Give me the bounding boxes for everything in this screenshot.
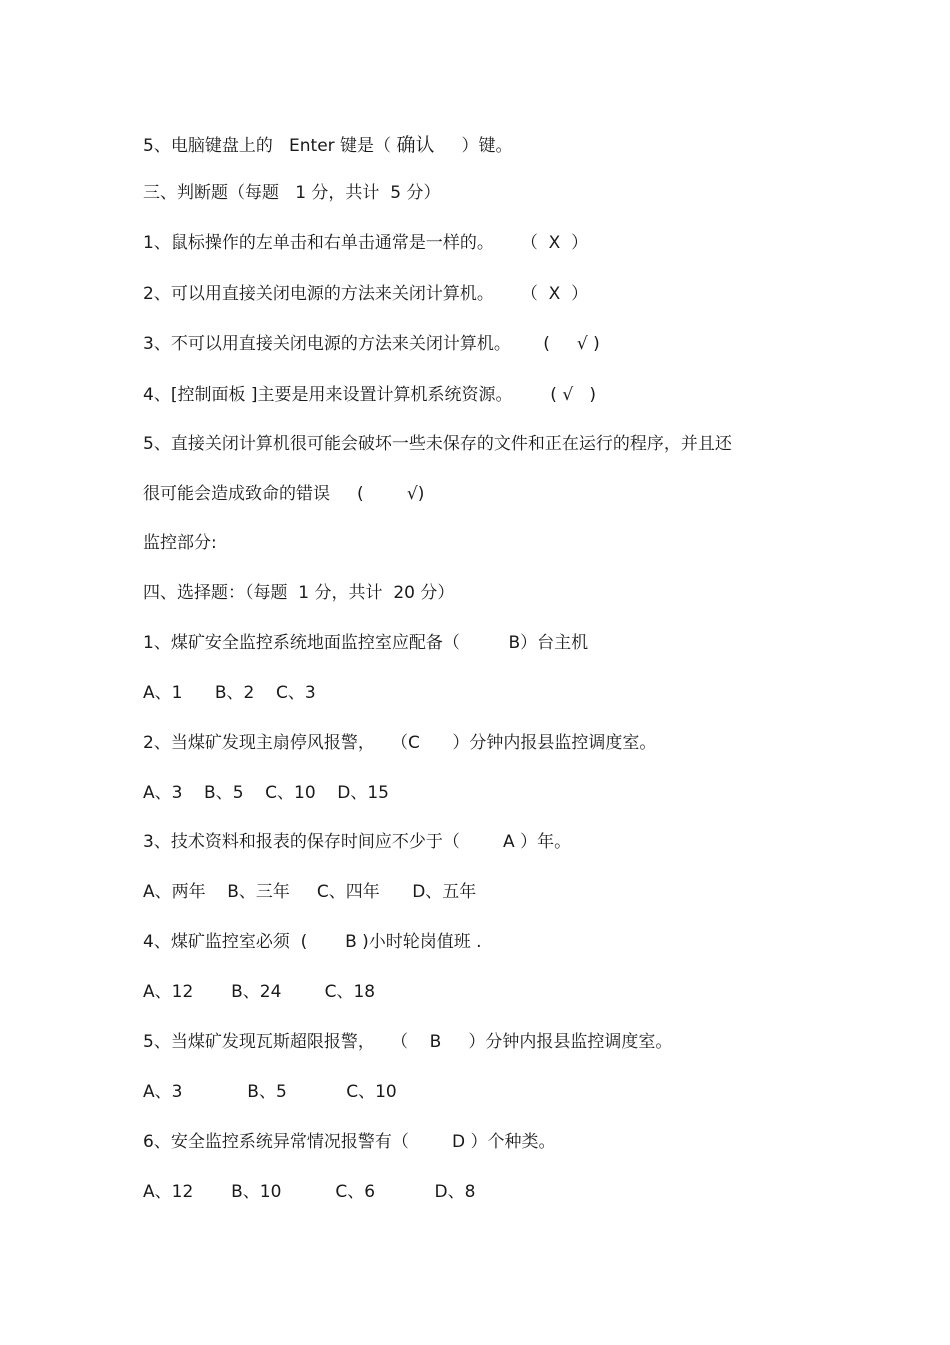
text-line: 2、可以用直接关闭电源的方法来关闭计算机。 （ X ） xyxy=(143,284,589,304)
options-line: A、1 B、2 C、3 xyxy=(143,683,316,703)
section-heading: 三、判断题（每题 1 分，共计 5 分） xyxy=(143,183,441,203)
text-line: 4、[控制面板 ]主要是用来设置计算机系统资源。 ( √ ) xyxy=(143,385,597,405)
question-line: 1、煤矿安全监控系统地面监控室应配备（ B）台主机 xyxy=(143,633,589,653)
options-line: A、3 B、5 C、10 D、15 xyxy=(143,783,389,803)
question-line: 4、煤矿监控室必须 ( B )小时轮岗值班 . xyxy=(143,932,482,952)
options-line: A、3 B、5 C、10 xyxy=(143,1082,397,1102)
question-line: 3、技术资料和报表的保存时间应不少于（ A ）年。 xyxy=(143,832,572,852)
text-line: 5、直接关闭计算机很可能会破坏一些未保存的文件和正在运行的程序，并且还 xyxy=(143,434,732,454)
question-line: 5、当煤矿发现瓦斯超限报警， （ B ）分钟内报县监控调度室。 xyxy=(143,1032,673,1052)
line-text: ）键。 xyxy=(434,136,513,156)
section-heading: 监控部分: xyxy=(143,533,217,553)
options-line: A、12 B、24 C、18 xyxy=(143,982,376,1002)
options-line: A、两年 B、三年 C、四年 D、五年 xyxy=(143,882,477,902)
text-line: 3、不可以用直接关闭电源的方法来关闭计算机。 ( √ ) xyxy=(143,334,600,354)
line-text: 5、电脑键盘上的 Enter 键是（ xyxy=(143,136,397,156)
section-heading: 四、选择题：（每题 1 分，共计 20 分） xyxy=(143,583,455,603)
handwritten-answer: 确认 xyxy=(396,134,435,156)
options-line: A、12 B、10 C、6 D、8 xyxy=(143,1182,476,1202)
text-line xyxy=(143,133,513,158)
text-line: 1、鼠标操作的左单击和右单击通常是一样的。 （ X ） xyxy=(143,233,589,253)
question-line: 6、安全监控系统异常情况报警有（ D ）个种类。 xyxy=(143,1132,556,1152)
question-line: 2、当煤矿发现主扇停风报警， （C ）分钟内报县监控调度室。 xyxy=(143,733,657,753)
text-line: 很可能会造成致命的错误 ( √) xyxy=(143,484,425,504)
